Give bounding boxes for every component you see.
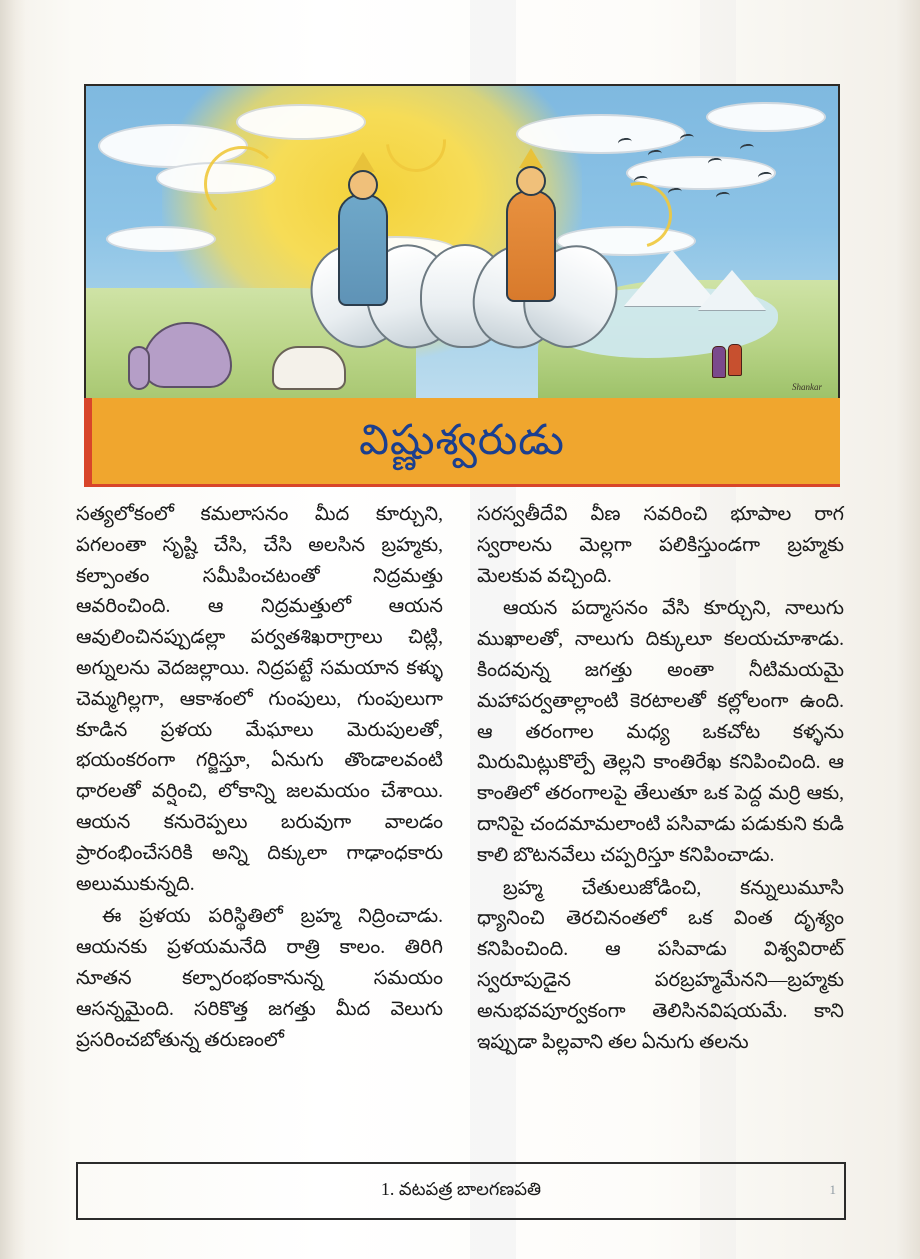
page-number: 1 <box>829 1182 838 1197</box>
left-column <box>76 500 443 1060</box>
right-column <box>477 500 844 1060</box>
page-title: విష్ణుశ్వరుడు <box>359 418 565 464</box>
mountain-peak <box>698 270 766 310</box>
body-columns <box>76 500 844 1060</box>
page-edge-left <box>0 0 26 1259</box>
paragraph: సరస్వతీదేవి వీణ సవరించి భూపాల రాగ స్వరాలను మెల్లగా పలికిస్తుండగా బ్రహ్మకు మెలకువ వచ్చింది. <box>477 504 844 587</box>
illustration <box>84 84 840 400</box>
swirl-decoration <box>204 146 280 222</box>
brahma-figure <box>506 190 556 302</box>
cloud <box>706 102 826 132</box>
footer-caption-box <box>76 1162 846 1220</box>
bird-flock <box>608 132 798 222</box>
paragraph: సత్యలోకంలో కమలాసనం మీద కూర్చుని, పగలంతా సృష్టి చేసి, చేసి అలసిన బ్రహ్మకు, కల్పాంతం సమీపించటంతో నిద్రమత్తు ఆవరించింది. ఆ నిద్రమత్తులో ఆయన ఆవులించినప్పుడల్లా పర్వతశిఖరాగ్రాలు చిట్లి, అగ్నులను వెదజల్లాయి. నిద్రపట్టే సమయాన కళ్ళు చెమ్మగిల్లగా, ఆకాశంలో గుంపులు, గుంపులుగా కూడిన ప్రళయ మేఘాలు మెరుపులతో, భయంకరంగా గర్జిస్తూ, ఏనుగు తొండాలవంటి ధారలతో వర్షించి, లోకాన్ని జలమయం చేశాయి. ఆయన కనురెప్పలు బరువుగా వాలడం ప్రారంభించేసరికి అన్ని దిక్కులా గాఢాంధకారు అలుముకున్నది. <box>76 504 443 895</box>
cloud <box>106 226 216 252</box>
paragraph: ఆయన పద్మాసనం వేసి కూర్చుని, నాలుగు ముఖాలతో, నాలుగు దిక్కులూ కలయచూశాడు. కిందవున్న జగత్తు అంతా నీటిమయమై మహాపర్వతాల్లాంటి కెరటాలతో కల్లోలంగా ఉంది. ఆ తరంగాల మధ్య ఒకచోట కళ్ళను మిరుమిట్లుకొల్పే తెల్లని కాంతిరేఖ కనిపించింది. ఆ కాంతిలో తరంగాలపై తేలుతూ ఒక పెద్ద మర్రి ఆకు, దానిపై చందమామలాంటి పసివాడు పడుకుని కుడి కాలి బొటనవేలు చప్పరిస్తూ కనిపించాడు. <box>477 598 844 866</box>
footer-caption: 1. వటపత్ర బాలగణపతి <box>380 1178 542 1199</box>
paragraph: బ్రహ్మ చేతులుజోడించి, కన్నులుమూసి ధ్యానించి తెరచినంతలో ఒక వింత దృశ్యం కనిపించింది. ఆ పసివాడు విశ్వవిరాట్ స్వరూపుడైన పరబ్రహ్మమేనని—బ్రహ్మకు అనుభవపూర్వకంగా తెలిసినవిషయమే. కాని ఇప్పుడా పిల్లవాని తల ఏనుగు తలను <box>477 877 844 1053</box>
cow <box>272 346 346 390</box>
paragraph: ఈ ప్రళయ పరిస్థితిలో బ్రహ్మ నిద్రించాడు. ఆయనకు ప్రళయమనేది రాత్రి కాలం. తిరిగి నూతన కల్పారంభంకానున్న సమయం ఆసన్నమైంది. సరికొత్త జగత్తు మీద వెలుగు ప్రసరించబోతున్న తరుణంలో <box>76 906 443 1051</box>
saraswati-figure <box>338 194 388 306</box>
artist-signature: Shankar <box>792 382 822 392</box>
title-band <box>84 398 840 487</box>
person-figure <box>712 346 726 378</box>
person-figure <box>728 344 742 376</box>
page-edge-right <box>880 0 920 1259</box>
cloud <box>236 104 366 140</box>
